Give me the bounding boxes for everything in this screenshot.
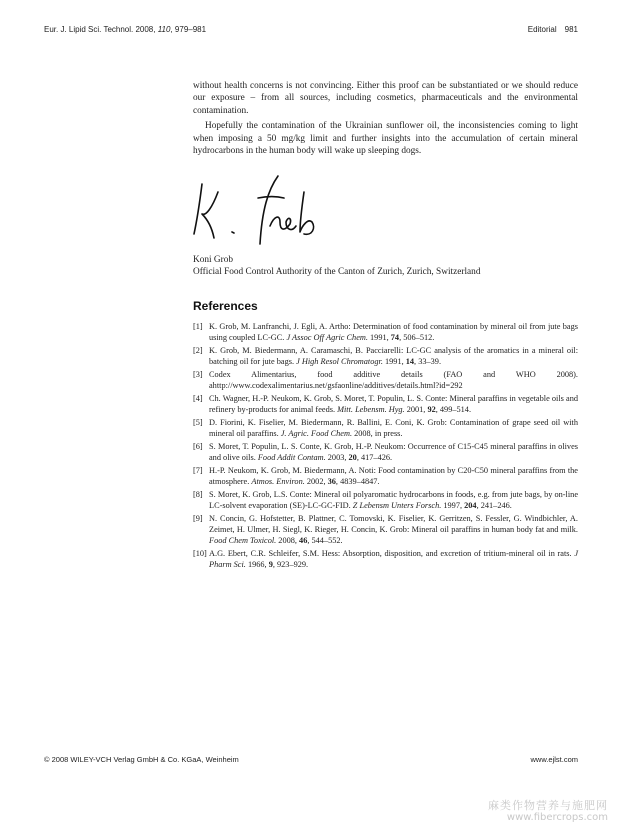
- reference-item: [10] A.G. Ebert, C.R. Schleifer, S.M. Hess: Absorption, disposition, and excretion of tritium-mineral oil in rats. J Pharm Sci. 1966, 9, 923–929.: [193, 549, 578, 569]
- body-paragraph: Hopefully the contamination of the Ukrainian sunflower oil, the inconsistencies coming to light when imposing a 50 mg/kg limit and further insights into the accumulation of certain mineral hydrocarbons in the human body will wake up sleeping dogs.: [193, 121, 578, 157]
- editorial-body: [193, 80, 578, 157]
- author-name: Koni Grob: [193, 255, 234, 265]
- running-header-citation: Eur. J. Lipid Sci. Technol. 2008, 110, 979–981: [44, 25, 207, 34]
- reference-item: [4] Ch. Wagner, H.-P. Neukom, K. Grob, S. Moret, T. Populin, L. S. Conte: Mineral paraffins in vegetable oils and refinery by-products for animal feeds. Mitt. Lebensm. Hyg. 2001, 92, 499–514.: [193, 394, 578, 414]
- reference-list: [193, 321, 578, 572]
- reference-item: [3] Codex Alimentarius, food additive details (FAO and WHO 2008). ahttp://www.codexalimentarius.net/gsfaonline/additives/details.html?id=292: [193, 370, 578, 390]
- handwritten-signature: [188, 170, 333, 250]
- author-block: [193, 254, 480, 279]
- author-affiliation: Official Food Control Authority of the Canton of Zurich, Zurich, Switzerland: [193, 267, 481, 278]
- running-header-section: [520, 25, 578, 34]
- reference-item: [5] D. Fiorini, K. Fiselier, M. Biedermann, R. Ballini, E. Coni, K. Grob: Contamination of grape seed oil with mineral oil paraffins. J. Agric. Food Chem. 2008, in press.: [193, 418, 578, 438]
- body-paragraph: without health concerns is not convincing. Either this proof can be substantiated or we should reduce our exposure – from all sources, including cosmetics, pharmaceuticals and the environmental contamination.: [193, 81, 578, 116]
- reference-item: [7] H.-P. Neukom, K. Grob, M. Biedermann, A. Noti: Food contamination by C20-C50 mineral paraffins from the atmosphere. Atmos. Environ. 2002, 36, 4839–4847.: [193, 466, 578, 486]
- section-label: Editorial: [527, 25, 557, 34]
- references-heading: References: [193, 299, 258, 313]
- reference-item: [9] N. Concin, G. Hofstetter, B. Plattner, C. Tomovski, K. Fiselier, K. Gerritzen, S. Fessler, G. Windbichler, A. Zeimet, H. Ulmer, H. Siegl, K. Rieger, H. Concin, K. Grob: Mineral oil paraffins in human body fat and milk. Food Chem Toxicol. 2008, 46, 544–552.: [193, 514, 578, 545]
- watermark-title: 麻类作物营养与施肥网: [488, 799, 608, 812]
- footer-website: www.ejlst.com: [530, 755, 578, 764]
- volume-number: 110: [157, 25, 171, 34]
- page-number: 981: [564, 25, 578, 34]
- reference-item: [8] S. Moret, K. Grob, L.S. Conte: Mineral oil polyaromatic hydrocarbons in foods, e.g. from jute bags, by on-line LC-solvent evaporation (SE)-LC-GC-FID. Z Lebensm Unters Forsch. 1997, 204, 241–246.: [193, 490, 578, 510]
- watermark-url: www.fibercrops.com: [506, 812, 608, 823]
- footer-copyright: © 2008 WILEY-VCH Verlag GmbH & Co. KGaA, Weinheim: [44, 755, 239, 764]
- reference-item: [2] K. Grob, M. Biedermann, A. Caramaschi, B. Pacciarelli: LC-GC analysis of the aromatics in a mineral oil: batching oil for jute bags. J High Resol Chromatogr. 1991, 14, 33–39.: [193, 346, 578, 366]
- reference-item: [6] S. Moret, T. Populin, L. S. Conte, K. Grob, H.-P. Neukom: Occurrence of C15-C45 mineral paraffins in olives and olive oils. Food Addit Contam. 2003, 20, 417–426.: [193, 442, 578, 462]
- reference-item: [1] K. Grob, M. Lanfranchi, J. Egli, A. Artho: Determination of food contamination by mineral oil from jute bags using coupled LC-GC. J Assoc Off Agric Chem. 1991, 74, 506–512.: [193, 322, 578, 342]
